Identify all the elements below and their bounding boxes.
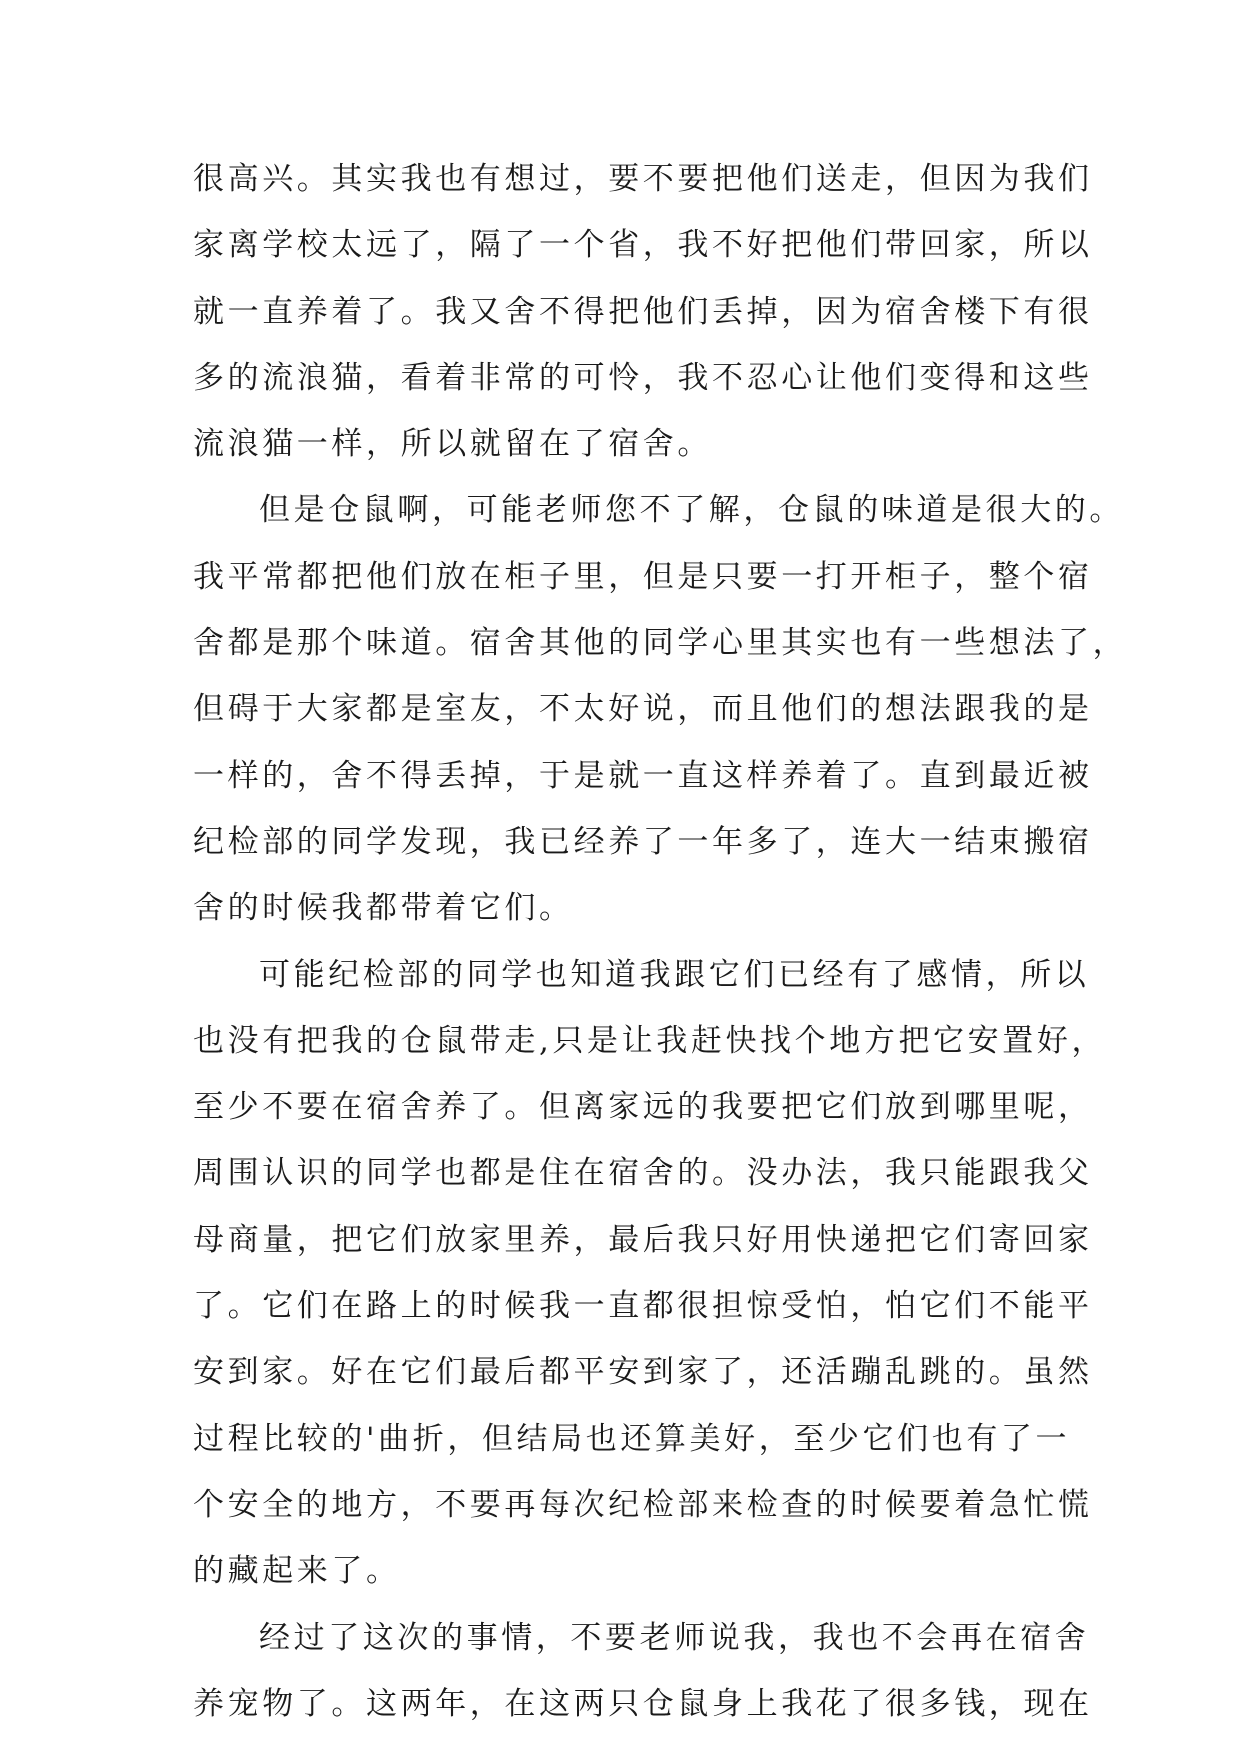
text-line: 家离学校太远了，隔了一个省，我不好把他们带回家，所以 [193,227,1093,264]
text-line: 个安全的地方，不要再每次纪检部来检查的时候要着急忙慌 [193,1486,1093,1523]
text-line: 很高兴。其实我也有想过，要不要把他们送走，但因为我们 [193,161,1093,197]
text-line: 至少不要在宿舍养了。但离家远的我要把它们放到哪里呢， [193,1089,1093,1126]
text-line: 安到家。好在它们最后都平安到家了，还活蹦乱跳的。虽然 [193,1354,1093,1391]
text-line: 纪检部的同学发现，我已经养了一年多了，连大一结束搬宿 [193,823,1093,860]
text-line: 养宠物了。这两年，在这两只仓鼠身上我花了很多钱，现在 [193,1685,1093,1722]
body-text [193,146,1128,1737]
text-line: 但碍于大家都是室友，不太好说，而且他们的想法跟我的是 [193,691,1093,728]
text-line: 母商量，把它们放家里养，最后我只好用快递把它们寄回家 [193,1221,1093,1258]
text-line: 了。它们在路上的时候我一直都很担惊受怕，怕它们不能平 [193,1288,1093,1325]
text-line: 经过了这次的事情，不要老师说我，我也不会再在宿舍 [259,1619,1090,1656]
text-line: 多的流浪猫，看着非常的可怜，我不忍心让他们变得和这些 [193,359,1093,396]
text-line: 流浪猫一样，所以就留在了宿舍。 [193,426,712,463]
text-line: 但是仓鼠啊，可能老师您不了解，仓鼠的味道是很大的。 [259,492,1124,529]
text-line: 周围认识的同学也都是住在宿舍的。没办法，我只能跟我父 [193,1155,1093,1192]
text-line: 的藏起来了。 [193,1553,401,1590]
text-line: 就一直养着了。我又舍不得把他们丢掉，因为宿舍楼下有很 [193,293,1093,330]
text-line: 我平常都把他们放在柜子里，但是只要一打开柜子，整个宿 [193,558,1093,595]
text-line: 也没有把我的仓鼠带走,只是让我赶快找个地方把它安置好， [193,1022,1107,1059]
text-line: 可能纪检部的同学也知道我跟它们已经有了感情，所以 [259,956,1090,993]
text-line: 舍都是那个味道。宿舍其他的同学心里其实也有一些想法了， [193,625,1128,662]
text-line: 一样的，舍不得丢掉，于是就一直这样养着了。直到最近被 [193,757,1093,794]
text-line: 舍的时候我都带着它们。 [193,890,574,927]
text-line: 过程比较的'曲折，但结局也还算美好，至少它们也有了一 [193,1420,1071,1457]
